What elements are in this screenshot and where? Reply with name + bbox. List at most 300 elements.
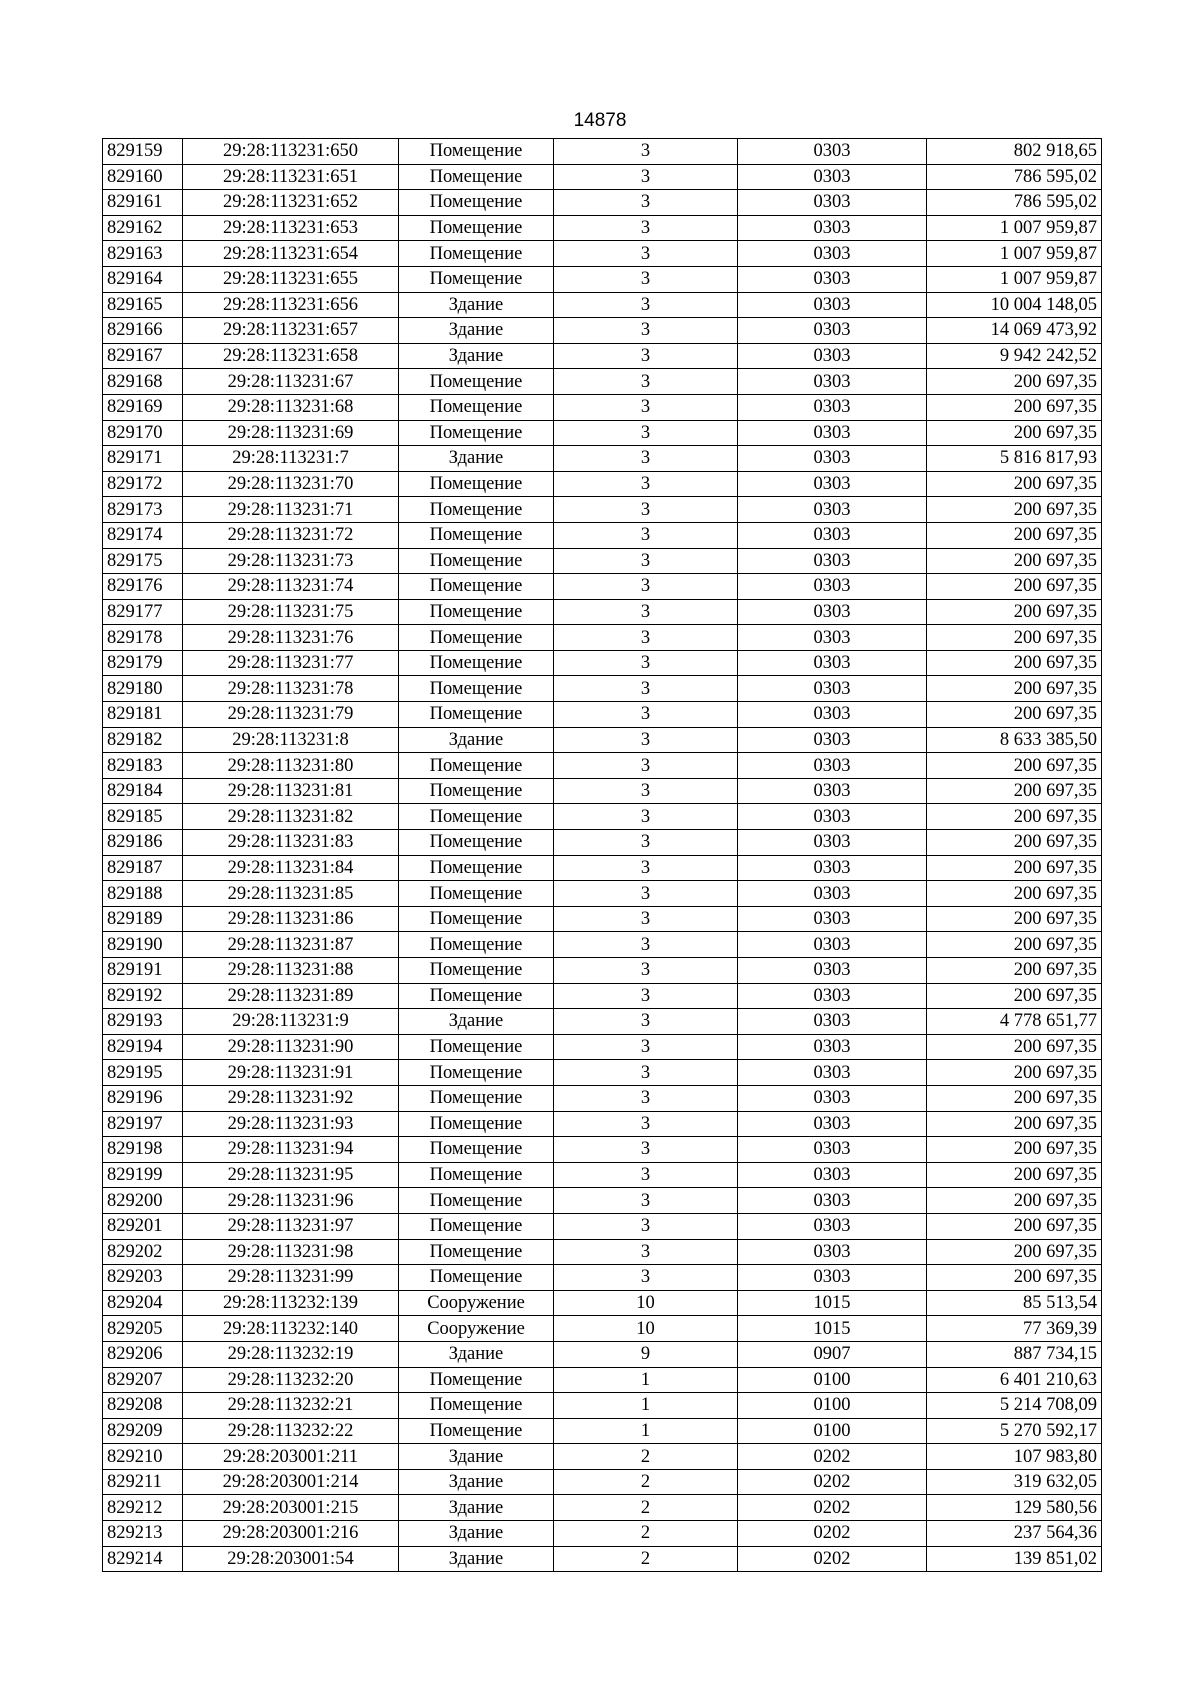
cadastral-number-cell: 29:28:113231:86 — [183, 906, 399, 932]
row-number-cell: 829195 — [103, 1060, 183, 1086]
cadastral-number-cell: 29:28:113231:67 — [183, 369, 399, 395]
object-type-cell: Помещение — [399, 830, 554, 856]
object-type-cell: Помещение — [399, 522, 554, 548]
table-row — [103, 855, 1102, 881]
code-cell: 0907 — [738, 1341, 927, 1367]
object-type-cell: Помещение — [399, 164, 554, 190]
cadastral-value-cell: 14 069 473,92 — [927, 318, 1102, 344]
group-cell: 3 — [554, 983, 738, 1009]
row-number-cell: 829187 — [103, 855, 183, 881]
group-cell: 3 — [554, 599, 738, 625]
table-row — [103, 1085, 1102, 1111]
cadastral-number-cell: 29:28:113231:82 — [183, 804, 399, 830]
code-cell: 0303 — [738, 804, 927, 830]
table-row — [103, 1111, 1102, 1137]
group-cell: 3 — [554, 1213, 738, 1239]
code-cell: 0303 — [738, 1060, 927, 1086]
code-cell: 0303 — [738, 906, 927, 932]
group-cell: 2 — [554, 1546, 738, 1572]
group-cell: 3 — [554, 1085, 738, 1111]
group-cell: 3 — [554, 753, 738, 779]
code-cell: 1015 — [738, 1290, 927, 1316]
object-type-cell: Здание — [399, 1341, 554, 1367]
row-number-cell: 829171 — [103, 446, 183, 472]
row-number-cell: 829186 — [103, 830, 183, 856]
cadastral-number-cell: 29:28:113231:654 — [183, 241, 399, 267]
cadastral-value-cell: 85 513,54 — [927, 1290, 1102, 1316]
group-cell: 3 — [554, 958, 738, 984]
table-row — [103, 369, 1102, 395]
group-cell: 3 — [554, 446, 738, 472]
code-cell: 0202 — [738, 1469, 927, 1495]
row-number-cell: 829175 — [103, 548, 183, 574]
cadastral-value-cell: 200 697,35 — [927, 574, 1102, 600]
table-row — [103, 1418, 1102, 1444]
object-type-cell: Помещение — [399, 1393, 554, 1419]
group-cell: 9 — [554, 1341, 738, 1367]
group-cell: 3 — [554, 1188, 738, 1214]
table-row — [103, 906, 1102, 932]
cadastral-value-cell: 200 697,35 — [927, 804, 1102, 830]
table-row — [103, 727, 1102, 753]
row-number-cell: 829181 — [103, 702, 183, 728]
cadastral-value-cell: 77 369,39 — [927, 1316, 1102, 1342]
object-type-cell: Помещение — [399, 1085, 554, 1111]
code-cell: 0303 — [738, 727, 927, 753]
cadastral-value-cell: 5 214 708,09 — [927, 1393, 1102, 1419]
group-cell: 3 — [554, 318, 738, 344]
group-cell: 3 — [554, 702, 738, 728]
cadastral-value-cell: 237 564,36 — [927, 1521, 1102, 1547]
cadastral-value-cell: 8 633 385,50 — [927, 727, 1102, 753]
cadastral-number-cell: 29:28:113232:19 — [183, 1341, 399, 1367]
cadastral-number-cell: 29:28:113231:8 — [183, 727, 399, 753]
object-type-cell: Помещение — [399, 241, 554, 267]
object-type-cell: Здание — [399, 1444, 554, 1470]
cadastral-value-cell: 200 697,35 — [927, 1137, 1102, 1163]
object-type-cell: Помещение — [399, 1188, 554, 1214]
code-cell: 0303 — [738, 394, 927, 420]
row-number-cell: 829206 — [103, 1341, 183, 1367]
group-cell: 3 — [554, 1034, 738, 1060]
table-row — [103, 1009, 1102, 1035]
cadastral-value-cell: 200 697,35 — [927, 1213, 1102, 1239]
code-cell: 0303 — [738, 1239, 927, 1265]
cadastral-number-cell: 29:28:113231:9 — [183, 1009, 399, 1035]
table-row — [103, 625, 1102, 651]
object-type-cell: Помещение — [399, 497, 554, 523]
cadastral-number-cell: 29:28:113231:94 — [183, 1137, 399, 1163]
code-cell: 0303 — [738, 1009, 927, 1035]
group-cell: 10 — [554, 1316, 738, 1342]
code-cell: 0303 — [738, 190, 927, 216]
group-cell: 3 — [554, 1265, 738, 1291]
code-cell: 0303 — [738, 266, 927, 292]
group-cell: 3 — [554, 1162, 738, 1188]
row-number-cell: 829178 — [103, 625, 183, 651]
row-number-cell: 829179 — [103, 650, 183, 676]
code-cell: 0303 — [738, 241, 927, 267]
cadastral-value-cell: 129 580,56 — [927, 1495, 1102, 1521]
registry-table-body — [103, 139, 1102, 1572]
object-type-cell: Помещение — [399, 778, 554, 804]
group-cell: 3 — [554, 906, 738, 932]
row-number-cell: 829196 — [103, 1085, 183, 1111]
cadastral-number-cell: 29:28:203001:216 — [183, 1521, 399, 1547]
cadastral-value-cell: 200 697,35 — [927, 855, 1102, 881]
cadastral-value-cell: 6 401 210,63 — [927, 1367, 1102, 1393]
code-cell: 0303 — [738, 650, 927, 676]
row-number-cell: 829177 — [103, 599, 183, 625]
object-type-cell: Помещение — [399, 1265, 554, 1291]
cadastral-number-cell: 29:28:113231:83 — [183, 830, 399, 856]
group-cell: 3 — [554, 932, 738, 958]
row-number-cell: 829191 — [103, 958, 183, 984]
cadastral-value-cell: 200 697,35 — [927, 702, 1102, 728]
cadastral-number-cell: 29:28:113231:76 — [183, 625, 399, 651]
object-type-cell: Здание — [399, 727, 554, 753]
table-row — [103, 983, 1102, 1009]
table-row — [103, 1469, 1102, 1495]
object-type-cell: Здание — [399, 292, 554, 318]
table-row — [103, 1290, 1102, 1316]
group-cell: 3 — [554, 343, 738, 369]
group-cell: 3 — [554, 369, 738, 395]
cadastral-value-cell: 200 697,35 — [927, 983, 1102, 1009]
object-type-cell: Помещение — [399, 599, 554, 625]
cadastral-value-cell: 200 697,35 — [927, 548, 1102, 574]
registry-table — [102, 138, 1102, 1572]
cadastral-value-cell: 887 734,15 — [927, 1341, 1102, 1367]
cadastral-number-cell: 29:28:113231:92 — [183, 1085, 399, 1111]
table-row — [103, 1341, 1102, 1367]
code-cell: 0303 — [738, 343, 927, 369]
cadastral-value-cell: 1 007 959,87 — [927, 241, 1102, 267]
cadastral-number-cell: 29:28:113231:656 — [183, 292, 399, 318]
cadastral-number-cell: 29:28:113231:79 — [183, 702, 399, 728]
table-row — [103, 241, 1102, 267]
object-type-cell: Сооружение — [399, 1316, 554, 1342]
object-type-cell: Помещение — [399, 369, 554, 395]
table-row — [103, 702, 1102, 728]
group-cell: 3 — [554, 139, 738, 165]
cadastral-number-cell: 29:28:113231:91 — [183, 1060, 399, 1086]
group-cell: 3 — [554, 1009, 738, 1035]
group-cell: 3 — [554, 1137, 738, 1163]
cadastral-number-cell: 29:28:203001:211 — [183, 1444, 399, 1470]
object-type-cell: Помещение — [399, 958, 554, 984]
object-type-cell: Помещение — [399, 139, 554, 165]
code-cell: 0303 — [738, 139, 927, 165]
object-type-cell: Помещение — [399, 1034, 554, 1060]
cadastral-value-cell: 200 697,35 — [927, 753, 1102, 779]
cadastral-number-cell: 29:28:113231:99 — [183, 1265, 399, 1291]
row-number-cell: 829190 — [103, 932, 183, 958]
group-cell: 1 — [554, 1418, 738, 1444]
cadastral-number-cell: 29:28:113231:75 — [183, 599, 399, 625]
table-row — [103, 292, 1102, 318]
cadastral-number-cell: 29:28:203001:215 — [183, 1495, 399, 1521]
code-cell: 0100 — [738, 1418, 927, 1444]
code-cell: 0303 — [738, 983, 927, 1009]
table-row — [103, 1495, 1102, 1521]
cadastral-number-cell: 29:28:113231:653 — [183, 215, 399, 241]
object-type-cell: Помещение — [399, 1060, 554, 1086]
group-cell: 3 — [554, 855, 738, 881]
object-type-cell: Помещение — [399, 1213, 554, 1239]
cadastral-value-cell: 802 918,65 — [927, 139, 1102, 165]
object-type-cell: Помещение — [399, 676, 554, 702]
cadastral-number-cell: 29:28:113231:72 — [183, 522, 399, 548]
cadastral-number-cell: 29:28:113231:655 — [183, 266, 399, 292]
row-number-cell: 829166 — [103, 318, 183, 344]
object-type-cell: Здание — [399, 1521, 554, 1547]
group-cell: 3 — [554, 241, 738, 267]
table-row — [103, 958, 1102, 984]
cadastral-number-cell: 29:28:113231:657 — [183, 318, 399, 344]
object-type-cell: Помещение — [399, 266, 554, 292]
table-row — [103, 446, 1102, 472]
cadastral-number-cell: 29:28:113231:81 — [183, 778, 399, 804]
cadastral-value-cell: 200 697,35 — [927, 1060, 1102, 1086]
table-row — [103, 1521, 1102, 1547]
row-number-cell: 829197 — [103, 1111, 183, 1137]
object-type-cell: Помещение — [399, 702, 554, 728]
cadastral-number-cell: 29:28:113231:97 — [183, 1213, 399, 1239]
group-cell: 3 — [554, 420, 738, 446]
code-cell: 0100 — [738, 1393, 927, 1419]
group-cell: 3 — [554, 574, 738, 600]
cadastral-value-cell: 1 007 959,87 — [927, 266, 1102, 292]
row-number-cell: 829193 — [103, 1009, 183, 1035]
table-row — [103, 318, 1102, 344]
object-type-cell: Помещение — [399, 190, 554, 216]
cadastral-number-cell: 29:28:113231:85 — [183, 881, 399, 907]
cadastral-number-cell: 29:28:113231:93 — [183, 1111, 399, 1137]
object-type-cell: Помещение — [399, 394, 554, 420]
cadastral-number-cell: 29:28:113231:68 — [183, 394, 399, 420]
object-type-cell: Помещение — [399, 1137, 554, 1163]
table-row — [103, 394, 1102, 420]
cadastral-number-cell: 29:28:113231:70 — [183, 471, 399, 497]
row-number-cell: 829211 — [103, 1469, 183, 1495]
object-type-cell: Помещение — [399, 1162, 554, 1188]
code-cell: 0303 — [738, 1265, 927, 1291]
cadastral-number-cell: 29:28:113231:96 — [183, 1188, 399, 1214]
row-number-cell: 829214 — [103, 1546, 183, 1572]
cadastral-value-cell: 200 697,35 — [927, 906, 1102, 932]
row-number-cell: 829180 — [103, 676, 183, 702]
row-number-cell: 829160 — [103, 164, 183, 190]
cadastral-value-cell: 200 697,35 — [927, 932, 1102, 958]
table-row — [103, 215, 1102, 241]
cadastral-value-cell: 5 816 817,93 — [927, 446, 1102, 472]
object-type-cell: Помещение — [399, 420, 554, 446]
row-number-cell: 829213 — [103, 1521, 183, 1547]
row-number-cell: 829169 — [103, 394, 183, 420]
group-cell: 3 — [554, 266, 738, 292]
table-row — [103, 1060, 1102, 1086]
cadastral-value-cell: 200 697,35 — [927, 420, 1102, 446]
table-row — [103, 471, 1102, 497]
code-cell: 0303 — [738, 420, 927, 446]
cadastral-value-cell: 200 697,35 — [927, 1188, 1102, 1214]
table-row — [103, 650, 1102, 676]
object-type-cell: Помещение — [399, 855, 554, 881]
object-type-cell: Помещение — [399, 906, 554, 932]
group-cell: 3 — [554, 881, 738, 907]
group-cell: 2 — [554, 1444, 738, 1470]
table-row — [103, 676, 1102, 702]
code-cell: 0303 — [738, 599, 927, 625]
group-cell: 3 — [554, 471, 738, 497]
table-row — [103, 1213, 1102, 1239]
code-cell: 0303 — [738, 1111, 927, 1137]
group-cell: 3 — [554, 190, 738, 216]
object-type-cell: Помещение — [399, 548, 554, 574]
row-number-cell: 829200 — [103, 1188, 183, 1214]
cadastral-value-cell: 200 697,35 — [927, 625, 1102, 651]
code-cell: 0303 — [738, 676, 927, 702]
row-number-cell: 829168 — [103, 369, 183, 395]
cadastral-number-cell: 29:28:113232:22 — [183, 1418, 399, 1444]
table-row — [103, 164, 1102, 190]
code-cell: 0303 — [738, 855, 927, 881]
object-type-cell: Здание — [399, 1546, 554, 1572]
row-number-cell: 829210 — [103, 1444, 183, 1470]
row-number-cell: 829162 — [103, 215, 183, 241]
cadastral-number-cell: 29:28:113231:650 — [183, 139, 399, 165]
object-type-cell: Здание — [399, 318, 554, 344]
group-cell: 3 — [554, 676, 738, 702]
cadastral-number-cell: 29:28:113231:652 — [183, 190, 399, 216]
cadastral-number-cell: 29:28:113231:71 — [183, 497, 399, 523]
table-row — [103, 139, 1102, 165]
code-cell: 0303 — [738, 881, 927, 907]
row-number-cell: 829207 — [103, 1367, 183, 1393]
cadastral-number-cell: 29:28:113231:90 — [183, 1034, 399, 1060]
table-row — [103, 804, 1102, 830]
table-row — [103, 830, 1102, 856]
row-number-cell: 829203 — [103, 1265, 183, 1291]
cadastral-value-cell: 107 983,80 — [927, 1444, 1102, 1470]
cadastral-value-cell: 319 632,05 — [927, 1469, 1102, 1495]
cadastral-value-cell: 200 697,35 — [927, 497, 1102, 523]
cadastral-value-cell: 200 697,35 — [927, 599, 1102, 625]
row-number-cell: 829183 — [103, 753, 183, 779]
cadastral-number-cell: 29:28:113231:89 — [183, 983, 399, 1009]
cadastral-number-cell: 29:28:113231:74 — [183, 574, 399, 600]
table-row — [103, 599, 1102, 625]
table-row — [103, 420, 1102, 446]
cadastral-value-cell: 5 270 592,17 — [927, 1418, 1102, 1444]
row-number-cell: 829192 — [103, 983, 183, 1009]
group-cell: 3 — [554, 215, 738, 241]
code-cell: 1015 — [738, 1316, 927, 1342]
cadastral-number-cell: 29:28:113231:658 — [183, 343, 399, 369]
group-cell: 1 — [554, 1367, 738, 1393]
cadastral-number-cell: 29:28:203001:54 — [183, 1546, 399, 1572]
cadastral-value-cell: 200 697,35 — [927, 394, 1102, 420]
row-number-cell: 829198 — [103, 1137, 183, 1163]
row-number-cell: 829167 — [103, 343, 183, 369]
code-cell: 0303 — [738, 1188, 927, 1214]
table-row — [103, 1444, 1102, 1470]
table-row — [103, 497, 1102, 523]
object-type-cell: Помещение — [399, 215, 554, 241]
object-type-cell: Помещение — [399, 1239, 554, 1265]
cadastral-value-cell: 200 697,35 — [927, 958, 1102, 984]
row-number-cell: 829173 — [103, 497, 183, 523]
group-cell: 2 — [554, 1521, 738, 1547]
code-cell: 0303 — [738, 1213, 927, 1239]
table-row — [103, 522, 1102, 548]
table-row — [103, 932, 1102, 958]
group-cell: 3 — [554, 1239, 738, 1265]
code-cell: 0303 — [738, 522, 927, 548]
code-cell: 0303 — [738, 753, 927, 779]
object-type-cell: Помещение — [399, 471, 554, 497]
group-cell: 3 — [554, 292, 738, 318]
code-cell: 0303 — [738, 1137, 927, 1163]
code-cell: 0303 — [738, 932, 927, 958]
object-type-cell: Помещение — [399, 650, 554, 676]
table-row — [103, 1188, 1102, 1214]
row-number-cell: 829172 — [103, 471, 183, 497]
row-number-cell: 829185 — [103, 804, 183, 830]
code-cell: 0303 — [738, 548, 927, 574]
object-type-cell: Помещение — [399, 881, 554, 907]
table-row — [103, 1034, 1102, 1060]
row-number-cell: 829189 — [103, 906, 183, 932]
cadastral-value-cell: 786 595,02 — [927, 164, 1102, 190]
object-type-cell: Здание — [399, 1469, 554, 1495]
table-row — [103, 1137, 1102, 1163]
cadastral-value-cell: 200 697,35 — [927, 522, 1102, 548]
page-number: 14878 — [573, 110, 627, 131]
row-number-cell: 829204 — [103, 1290, 183, 1316]
group-cell: 3 — [554, 1111, 738, 1137]
cadastral-value-cell: 200 697,35 — [927, 471, 1102, 497]
cadastral-value-cell: 1 007 959,87 — [927, 215, 1102, 241]
cadastral-value-cell: 200 697,35 — [927, 369, 1102, 395]
code-cell: 0303 — [738, 318, 927, 344]
table-row — [103, 1316, 1102, 1342]
group-cell: 3 — [554, 394, 738, 420]
code-cell: 0303 — [738, 625, 927, 651]
code-cell: 0303 — [738, 164, 927, 190]
group-cell: 3 — [554, 497, 738, 523]
code-cell: 0303 — [738, 1034, 927, 1060]
row-number-cell: 829163 — [103, 241, 183, 267]
code-cell: 0303 — [738, 471, 927, 497]
object-type-cell: Помещение — [399, 574, 554, 600]
group-cell: 3 — [554, 164, 738, 190]
cadastral-number-cell: 29:28:113231:87 — [183, 932, 399, 958]
table-row — [103, 753, 1102, 779]
object-type-cell: Здание — [399, 343, 554, 369]
row-number-cell: 829170 — [103, 420, 183, 446]
table-row — [103, 266, 1102, 292]
group-cell: 3 — [554, 830, 738, 856]
row-number-cell: 829164 — [103, 266, 183, 292]
cadastral-value-cell: 4 778 651,77 — [927, 1009, 1102, 1035]
row-number-cell: 829194 — [103, 1034, 183, 1060]
object-type-cell: Помещение — [399, 804, 554, 830]
cadastral-number-cell: 29:28:113231:7 — [183, 446, 399, 472]
row-number-cell: 829182 — [103, 727, 183, 753]
cadastral-value-cell: 200 697,35 — [927, 650, 1102, 676]
